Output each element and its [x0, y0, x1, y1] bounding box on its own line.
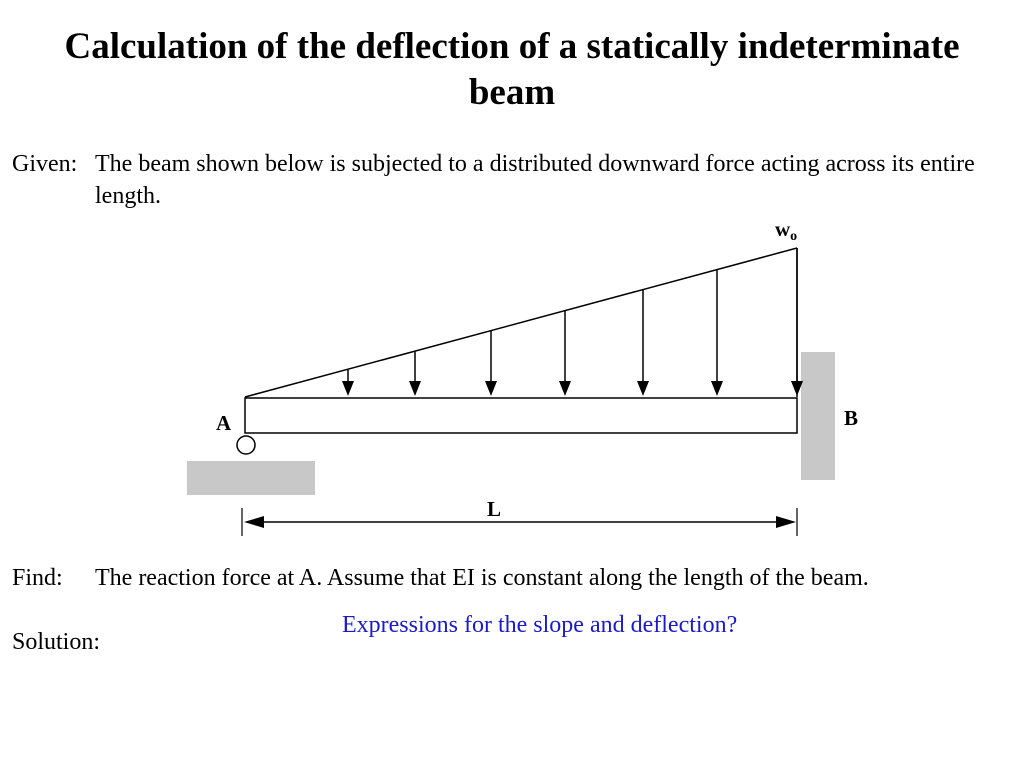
dimension-arrow-right: [776, 516, 796, 528]
given-label: Given:: [12, 151, 78, 177]
support-b-label: B: [844, 406, 859, 430]
dimension-arrow-left: [244, 516, 264, 528]
load-arrow-head: [637, 381, 649, 396]
length-label: L: [487, 497, 502, 521]
find-label: Find:: [12, 565, 63, 591]
slide-title: Calculation of the deflection of a statically indeterminate beam: [64, 26, 960, 113]
solution-label: Solution:: [12, 629, 101, 655]
load-distribution-line: [245, 248, 797, 397]
beam: [245, 398, 797, 433]
find-text: The reaction force at A. Assume that EI is constant along the length of the beam.: [95, 565, 869, 591]
load-arrow-head: [409, 381, 421, 396]
load-arrow-head: [711, 381, 723, 396]
support-a-label: A: [216, 411, 232, 435]
roller-support-a: [237, 436, 255, 454]
load-label-w0: wo: [775, 217, 798, 244]
ground-pad-a: [187, 461, 315, 495]
load-arrows: [342, 248, 803, 396]
fixed-wall-b: [801, 352, 835, 480]
load-arrow-head: [559, 381, 571, 396]
load-arrow-head: [485, 381, 497, 396]
load-arrow-head: [342, 381, 354, 396]
given-text: The beam shown below is subjected to a distributed downward force acting across its entire length.: [95, 151, 975, 209]
slope-deflection-question: Expressions for the slope and deflection?: [342, 612, 738, 638]
